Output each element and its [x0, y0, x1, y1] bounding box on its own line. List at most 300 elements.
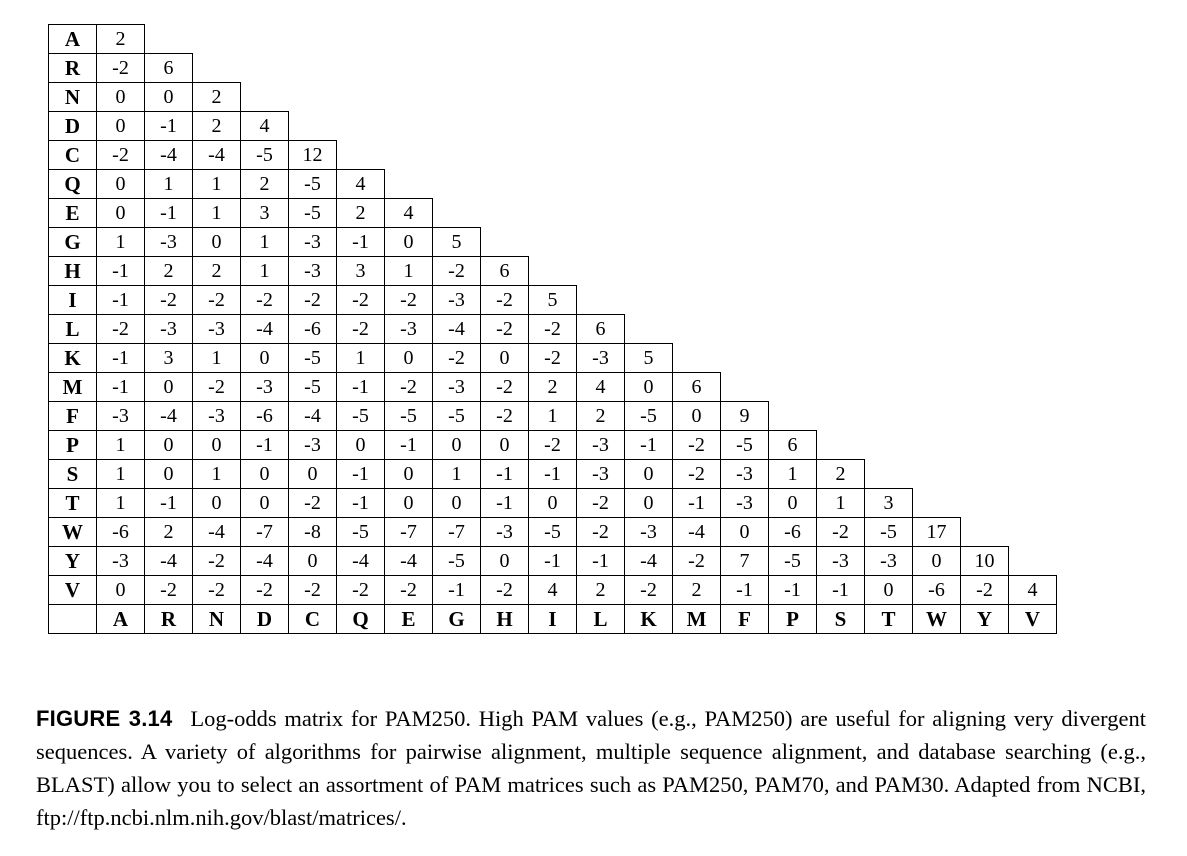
- matrix-cell: -3: [721, 489, 769, 518]
- matrix-empty-cell: [769, 315, 817, 344]
- matrix-cell: 0: [97, 576, 145, 605]
- matrix-cell: 5: [625, 344, 673, 373]
- table-row: [49, 141, 1057, 170]
- matrix-empty-cell: [433, 25, 481, 54]
- matrix-empty-cell: [769, 373, 817, 402]
- matrix-empty-cell: [481, 112, 529, 141]
- matrix-empty-cell: [625, 25, 673, 54]
- matrix-empty-cell: [817, 83, 865, 112]
- matrix-empty-cell: [625, 170, 673, 199]
- matrix-empty-cell: [961, 25, 1009, 54]
- row-header-y: Y: [49, 547, 97, 576]
- matrix-cell: -5: [289, 170, 337, 199]
- matrix-empty-cell: [913, 344, 961, 373]
- matrix-empty-cell: [913, 141, 961, 170]
- matrix-cell: 0: [625, 489, 673, 518]
- matrix-cell: -2: [193, 576, 241, 605]
- matrix-cell: 1: [193, 460, 241, 489]
- matrix-cell: 1: [817, 489, 865, 518]
- matrix-cell: -5: [337, 402, 385, 431]
- matrix-empty-cell: [769, 199, 817, 228]
- matrix-empty-cell: [481, 54, 529, 83]
- matrix-empty-cell: [913, 402, 961, 431]
- matrix-empty-cell: [961, 141, 1009, 170]
- matrix-cell: 0: [481, 547, 529, 576]
- matrix-cell: -5: [289, 199, 337, 228]
- matrix-empty-cell: [481, 141, 529, 170]
- matrix-cell: -7: [433, 518, 481, 547]
- matrix-cell: -2: [193, 547, 241, 576]
- matrix-cell: 0: [241, 460, 289, 489]
- matrix-cell: -3: [241, 373, 289, 402]
- column-header-h: H: [481, 605, 529, 634]
- table-row: [49, 431, 1057, 460]
- matrix-cell: 1: [769, 460, 817, 489]
- row-header-a: A: [49, 25, 97, 54]
- matrix-cell: -1: [97, 344, 145, 373]
- matrix-cell: -2: [289, 576, 337, 605]
- row-header-k: K: [49, 344, 97, 373]
- matrix-cell: -1: [337, 373, 385, 402]
- matrix-empty-cell: [961, 286, 1009, 315]
- matrix-empty-cell: [673, 228, 721, 257]
- matrix-empty-cell: [337, 83, 385, 112]
- matrix-cell: -5: [433, 402, 481, 431]
- matrix-empty-cell: [961, 83, 1009, 112]
- matrix-empty-cell: [769, 141, 817, 170]
- row-header-s: S: [49, 460, 97, 489]
- matrix-empty-cell: [241, 83, 289, 112]
- matrix-cell: -2: [481, 402, 529, 431]
- matrix-empty-cell: [1009, 315, 1057, 344]
- matrix-cell: 4: [337, 170, 385, 199]
- matrix-empty-cell: [721, 315, 769, 344]
- row-header-c: C: [49, 141, 97, 170]
- matrix-cell: -6: [97, 518, 145, 547]
- table-row: [49, 344, 1057, 373]
- matrix-empty-cell: [625, 141, 673, 170]
- matrix-empty-cell: [817, 373, 865, 402]
- matrix-cell: 2: [241, 170, 289, 199]
- matrix-cell: -7: [241, 518, 289, 547]
- matrix-cell: -2: [481, 373, 529, 402]
- matrix-cell: 1: [433, 460, 481, 489]
- matrix-empty-cell: [577, 54, 625, 83]
- matrix-cell: -3: [577, 344, 625, 373]
- matrix-cell: -1: [817, 576, 865, 605]
- column-header-e: E: [385, 605, 433, 634]
- matrix-empty-cell: [1009, 83, 1057, 112]
- matrix-empty-cell: [721, 228, 769, 257]
- matrix-cell: -2: [961, 576, 1009, 605]
- table-row: [49, 489, 1057, 518]
- matrix-empty-cell: [481, 25, 529, 54]
- matrix-cell: -2: [433, 257, 481, 286]
- column-header-v: V: [1009, 605, 1057, 634]
- matrix-empty-cell: [913, 199, 961, 228]
- matrix-cell: -1: [769, 576, 817, 605]
- matrix-cell: 0: [433, 489, 481, 518]
- matrix-empty-cell: [577, 25, 625, 54]
- matrix-empty-cell: [817, 199, 865, 228]
- matrix-cell: -5: [337, 518, 385, 547]
- matrix-cell: -1: [337, 460, 385, 489]
- matrix-empty-cell: [961, 402, 1009, 431]
- matrix-empty-cell: [961, 489, 1009, 518]
- matrix-cell: -2: [289, 489, 337, 518]
- matrix-cell: 1: [337, 344, 385, 373]
- matrix-empty-cell: [865, 373, 913, 402]
- matrix-empty-cell: [385, 83, 433, 112]
- matrix-cell: 0: [97, 170, 145, 199]
- matrix-empty-cell: [1009, 373, 1057, 402]
- matrix-cell: -2: [481, 576, 529, 605]
- matrix-cell: 4: [1009, 576, 1057, 605]
- matrix-empty-cell: [865, 25, 913, 54]
- matrix-empty-cell: [961, 431, 1009, 460]
- figure-caption: [36, 702, 1146, 834]
- matrix-cell: 0: [145, 460, 193, 489]
- matrix-cell: 0: [97, 83, 145, 112]
- matrix-cell: -1: [625, 431, 673, 460]
- matrix-cell: -3: [481, 518, 529, 547]
- matrix-cell: -2: [433, 344, 481, 373]
- matrix-cell: 1: [97, 228, 145, 257]
- column-header-a: A: [97, 605, 145, 634]
- matrix-empty-cell: [385, 54, 433, 83]
- matrix-empty-cell: [481, 83, 529, 112]
- matrix-cell: 0: [241, 344, 289, 373]
- matrix-empty-cell: [673, 199, 721, 228]
- matrix-cell: 1: [193, 199, 241, 228]
- matrix-empty-cell: [913, 257, 961, 286]
- matrix-cell: 2: [529, 373, 577, 402]
- matrix-cell: -4: [625, 547, 673, 576]
- column-header-s: S: [817, 605, 865, 634]
- matrix-empty-cell: [337, 54, 385, 83]
- matrix-cell: 2: [817, 460, 865, 489]
- matrix-cell: -3: [433, 286, 481, 315]
- matrix-empty-cell: [625, 112, 673, 141]
- matrix-empty-cell: [385, 170, 433, 199]
- matrix-empty-cell: [769, 228, 817, 257]
- matrix-empty-cell: [721, 170, 769, 199]
- row-header-q: Q: [49, 170, 97, 199]
- matrix-empty-cell: [865, 257, 913, 286]
- matrix-cell: -1: [433, 576, 481, 605]
- matrix-empty-cell: [673, 54, 721, 83]
- matrix-cell: 2: [577, 402, 625, 431]
- matrix-cell: -1: [97, 373, 145, 402]
- matrix-cell: -2: [145, 576, 193, 605]
- matrix-cell: -4: [337, 547, 385, 576]
- matrix-cell: 0: [145, 431, 193, 460]
- table-row: [49, 402, 1057, 431]
- matrix-cell: -2: [241, 576, 289, 605]
- figure-caption-text: Log-odds matrix for PAM250. High PAM values (e.g., PAM250) are useful for aligning very divergent sequences. A variety of algorithms for pairwise alignment, multiple sequence alignment, and database searching (e.g., BLAST) allow you to select an assortment of PAM matrices such as PAM250, PAM70, and PAM30. Adapted from NCBI, ftp://ftp.ncbi.nlm.nih.gov/blast/matrices/.: [36, 706, 1146, 830]
- row-header-d: D: [49, 112, 97, 141]
- matrix-cell: 0: [337, 431, 385, 460]
- matrix-empty-cell: [529, 83, 577, 112]
- matrix-empty-cell: [769, 257, 817, 286]
- row-header-m: M: [49, 373, 97, 402]
- matrix-cell: -2: [193, 286, 241, 315]
- matrix-cell: -1: [145, 199, 193, 228]
- matrix-cell: 2: [97, 25, 145, 54]
- matrix-cell: 0: [865, 576, 913, 605]
- column-header-row: [49, 605, 1057, 634]
- matrix-cell: 0: [193, 489, 241, 518]
- row-header-h: H: [49, 257, 97, 286]
- matrix-empty-cell: [577, 228, 625, 257]
- matrix-empty-cell: [433, 54, 481, 83]
- matrix-cell: -2: [289, 286, 337, 315]
- matrix-empty-cell: [913, 460, 961, 489]
- matrix-cell: 6: [577, 315, 625, 344]
- matrix-empty-cell: [577, 286, 625, 315]
- matrix-cell: -3: [289, 431, 337, 460]
- matrix-cell: -1: [145, 489, 193, 518]
- row-header-r: R: [49, 54, 97, 83]
- matrix-empty-cell: [769, 344, 817, 373]
- matrix-empty-cell: [721, 54, 769, 83]
- matrix-empty-cell: [673, 344, 721, 373]
- column-header-i: I: [529, 605, 577, 634]
- matrix-cell: -2: [385, 576, 433, 605]
- matrix-cell: -5: [385, 402, 433, 431]
- matrix-empty-cell: [1009, 199, 1057, 228]
- matrix-cell: 6: [481, 257, 529, 286]
- matrix-empty-cell: [145, 25, 193, 54]
- matrix-cell: -3: [385, 315, 433, 344]
- matrix-empty-cell: [577, 83, 625, 112]
- matrix-empty-cell: [817, 54, 865, 83]
- matrix-empty-cell: [769, 286, 817, 315]
- matrix-empty-cell: [865, 141, 913, 170]
- matrix-cell: -3: [145, 228, 193, 257]
- matrix-cell: -5: [241, 141, 289, 170]
- matrix-cell: -3: [721, 460, 769, 489]
- matrix-empty-cell: [961, 170, 1009, 199]
- figure-label: FIGURE 3.14: [36, 706, 173, 731]
- table-row: [49, 170, 1057, 199]
- matrix-empty-cell: [625, 83, 673, 112]
- matrix-cell: -3: [817, 547, 865, 576]
- matrix-empty-cell: [241, 25, 289, 54]
- matrix-empty-cell: [865, 315, 913, 344]
- matrix-empty-cell: [721, 112, 769, 141]
- matrix-cell: -2: [337, 286, 385, 315]
- matrix-empty-cell: [769, 112, 817, 141]
- matrix-empty-cell: [913, 315, 961, 344]
- pam250-table: [48, 24, 1057, 634]
- matrix-cell: -4: [241, 547, 289, 576]
- matrix-cell: -4: [193, 518, 241, 547]
- row-header-f: F: [49, 402, 97, 431]
- matrix-cell: -3: [97, 402, 145, 431]
- matrix-empty-cell: [1009, 257, 1057, 286]
- matrix-cell: -2: [337, 576, 385, 605]
- matrix-empty-cell: [529, 257, 577, 286]
- matrix-empty-cell: [817, 315, 865, 344]
- row-header-n: N: [49, 83, 97, 112]
- matrix-empty-cell: [913, 25, 961, 54]
- matrix-cell: 0: [481, 431, 529, 460]
- matrix-empty-cell: [673, 315, 721, 344]
- matrix-cell: -2: [241, 286, 289, 315]
- matrix-cell: -2: [529, 315, 577, 344]
- matrix-cell: 2: [193, 112, 241, 141]
- matrix-cell: 6: [769, 431, 817, 460]
- column-header-n: N: [193, 605, 241, 634]
- matrix-cell: 1: [529, 402, 577, 431]
- matrix-cell: -5: [625, 402, 673, 431]
- column-header-w: W: [913, 605, 961, 634]
- matrix-cell: -3: [433, 373, 481, 402]
- column-header-t: T: [865, 605, 913, 634]
- matrix-empty-cell: [769, 25, 817, 54]
- matrix-empty-cell: [433, 170, 481, 199]
- matrix-empty-cell: [673, 112, 721, 141]
- matrix-cell: -2: [529, 344, 577, 373]
- matrix-cell: 0: [97, 112, 145, 141]
- matrix-cell: 0: [433, 431, 481, 460]
- matrix-empty-cell: [865, 54, 913, 83]
- matrix-empty-cell: [1009, 431, 1057, 460]
- matrix-cell: -2: [817, 518, 865, 547]
- matrix-empty-cell: [961, 373, 1009, 402]
- matrix-cell: -1: [337, 489, 385, 518]
- matrix-cell: -2: [97, 141, 145, 170]
- column-header-p: P: [769, 605, 817, 634]
- matrix-empty-cell: [817, 402, 865, 431]
- matrix-empty-cell: [673, 83, 721, 112]
- matrix-cell: -5: [529, 518, 577, 547]
- column-header-m: M: [673, 605, 721, 634]
- matrix-empty-cell: [961, 112, 1009, 141]
- matrix-cell: 1: [97, 489, 145, 518]
- matrix-empty-cell: [865, 83, 913, 112]
- matrix-cell: 3: [337, 257, 385, 286]
- matrix-empty-cell: [865, 431, 913, 460]
- column-header-q: Q: [337, 605, 385, 634]
- matrix-cell: -5: [769, 547, 817, 576]
- matrix-empty-cell: [961, 199, 1009, 228]
- matrix-empty-cell: [865, 199, 913, 228]
- matrix-empty-cell: [817, 141, 865, 170]
- matrix-cell: -4: [145, 141, 193, 170]
- pam250-matrix: [48, 24, 1057, 634]
- matrix-empty-cell: [1009, 518, 1057, 547]
- column-header-l: L: [577, 605, 625, 634]
- matrix-empty-cell: [865, 460, 913, 489]
- table-row: [49, 576, 1057, 605]
- matrix-empty-cell: [721, 286, 769, 315]
- matrix-cell: -2: [481, 286, 529, 315]
- matrix-cell: 0: [913, 547, 961, 576]
- matrix-empty-cell: [817, 25, 865, 54]
- matrix-empty-cell: [673, 286, 721, 315]
- matrix-empty-cell: [193, 25, 241, 54]
- matrix-cell: 0: [529, 489, 577, 518]
- matrix-cell: -3: [577, 431, 625, 460]
- matrix-cell: -1: [721, 576, 769, 605]
- table-row: [49, 547, 1057, 576]
- table-row: [49, 460, 1057, 489]
- row-header-t: T: [49, 489, 97, 518]
- matrix-empty-cell: [433, 83, 481, 112]
- matrix-empty-cell: [1009, 344, 1057, 373]
- matrix-empty-cell: [913, 54, 961, 83]
- matrix-cell: -2: [577, 518, 625, 547]
- matrix-empty-cell: [1009, 228, 1057, 257]
- matrix-cell: -5: [289, 373, 337, 402]
- row-header-v: V: [49, 576, 97, 605]
- matrix-cell: -5: [433, 547, 481, 576]
- matrix-cell: -2: [625, 576, 673, 605]
- matrix-empty-cell: [529, 199, 577, 228]
- matrix-cell: 0: [193, 228, 241, 257]
- matrix-empty-cell: [529, 25, 577, 54]
- matrix-empty-cell: [817, 431, 865, 460]
- matrix-empty-cell: [481, 199, 529, 228]
- column-header-r: R: [145, 605, 193, 634]
- matrix-cell: -3: [193, 315, 241, 344]
- column-header-g: G: [433, 605, 481, 634]
- matrix-empty-cell: [1009, 547, 1057, 576]
- matrix-cell: 2: [145, 518, 193, 547]
- matrix-cell: -5: [721, 431, 769, 460]
- matrix-empty-cell: [961, 344, 1009, 373]
- matrix-cell: 4: [241, 112, 289, 141]
- matrix-empty-cell: [433, 199, 481, 228]
- matrix-empty-cell: [625, 257, 673, 286]
- matrix-cell: 1: [145, 170, 193, 199]
- matrix-cell: 0: [289, 547, 337, 576]
- matrix-empty-cell: [769, 83, 817, 112]
- matrix-cell: -1: [241, 431, 289, 460]
- matrix-empty-cell: [817, 112, 865, 141]
- matrix-empty-cell: [193, 54, 241, 83]
- matrix-empty-cell: [817, 228, 865, 257]
- matrix-empty-cell: [241, 54, 289, 83]
- matrix-empty-cell: [817, 170, 865, 199]
- row-header-e: E: [49, 199, 97, 228]
- matrix-cell: 0: [769, 489, 817, 518]
- matrix-empty-cell: [385, 25, 433, 54]
- matrix-cell: -4: [433, 315, 481, 344]
- matrix-cell: 0: [241, 489, 289, 518]
- matrix-cell: 0: [673, 402, 721, 431]
- matrix-empty-cell: [577, 170, 625, 199]
- matrix-empty-cell: [625, 315, 673, 344]
- matrix-empty-cell: [817, 257, 865, 286]
- matrix-cell: -8: [289, 518, 337, 547]
- matrix-empty-cell: [481, 228, 529, 257]
- matrix-cell: -4: [241, 315, 289, 344]
- matrix-empty-cell: [625, 286, 673, 315]
- matrix-cell: -2: [673, 431, 721, 460]
- matrix-empty-cell: [289, 112, 337, 141]
- matrix-cell: -1: [385, 431, 433, 460]
- matrix-cell: -2: [385, 286, 433, 315]
- matrix-cell: 0: [625, 373, 673, 402]
- matrix-empty-cell: [1009, 286, 1057, 315]
- matrix-empty-cell: [721, 257, 769, 286]
- matrix-empty-cell: [721, 83, 769, 112]
- matrix-empty-cell: [673, 257, 721, 286]
- matrix-cell: -5: [865, 518, 913, 547]
